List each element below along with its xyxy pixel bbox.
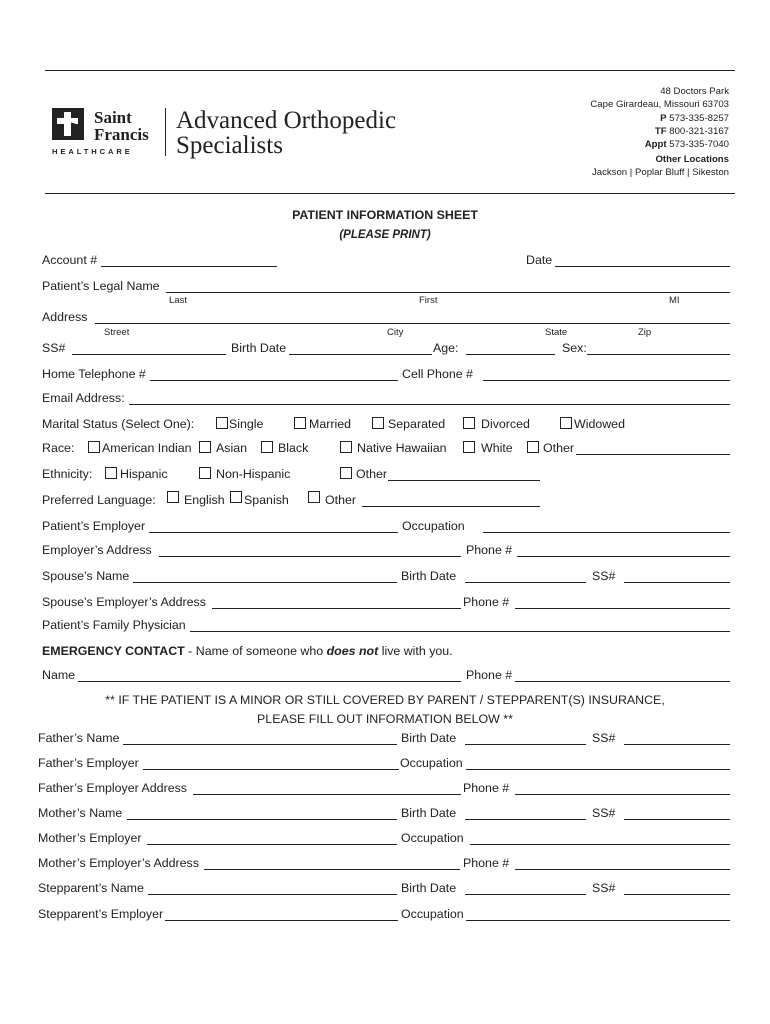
physician-label: Patient’s Family Physician	[42, 618, 186, 632]
form-title: PATIENT INFORMATION SHEET	[292, 208, 478, 222]
phone-main: P 573-335-8257	[660, 113, 729, 124]
stepparent-birth-date-field[interactable]	[465, 894, 586, 895]
stepparent-employer-field[interactable]	[165, 920, 398, 921]
mother-phone-field[interactable]	[515, 869, 730, 870]
father-employer-label: Father’s Employer	[38, 756, 139, 770]
father-employer-address-label: Father’s Employer Address	[38, 781, 187, 795]
race-white-label: White	[481, 441, 513, 455]
account-label: Account #	[42, 253, 98, 267]
other-locations-label: Other Locations	[655, 154, 729, 165]
ethnicity-hispanic-checkbox[interactable]	[105, 467, 117, 479]
age-field[interactable]	[466, 354, 555, 355]
race-native-hawaiian-checkbox[interactable]	[340, 441, 352, 453]
logo-saint: Saint	[94, 108, 132, 127]
mother-phone-label: Phone #	[463, 856, 510, 870]
language-other-field[interactable]	[362, 506, 540, 507]
mother-ss-field[interactable]	[624, 819, 730, 820]
mother-employer-address-label: Mother’s Employer’s Address	[38, 856, 199, 870]
race-white-checkbox[interactable]	[463, 441, 475, 453]
spouse-birth-date-field[interactable]	[465, 582, 586, 583]
ethnicity-non-hispanic-label: Non-Hispanic	[216, 467, 291, 481]
addr-zip-caption: Zip	[638, 327, 652, 338]
race-native-hawaiian-label: Native Hawaiian	[357, 441, 447, 455]
mother-employer-field[interactable]	[147, 844, 397, 845]
ec-phone-label: Phone #	[466, 668, 513, 682]
ethnicity-hispanic-label: Hispanic	[120, 467, 168, 481]
race-black-checkbox[interactable]	[261, 441, 273, 453]
marital-widowed-checkbox[interactable]	[560, 417, 572, 429]
age-label: Age:	[433, 341, 459, 355]
father-employer-address-field[interactable]	[193, 794, 461, 795]
race-black-label: Black	[278, 441, 309, 455]
father-birth-date-field[interactable]	[465, 744, 586, 745]
other-locations: Jackson | Poplar Bluff | Sikeston	[591, 167, 729, 178]
mother-employer-address-field[interactable]	[204, 869, 460, 870]
name-first-caption: First	[419, 295, 438, 306]
language-label: Preferred Language:	[42, 493, 156, 507]
home-tel-label: Home Telephone #	[42, 367, 146, 381]
mother-birth-date-field[interactable]	[465, 819, 586, 820]
marital-single-label: Single	[229, 417, 264, 431]
occupation-field[interactable]	[483, 532, 730, 533]
form-subtitle: (PLEASE PRINT)	[339, 229, 431, 241]
language-english-label: English	[184, 493, 225, 507]
father-birth-date-label: Birth Date	[401, 731, 457, 745]
address-line2: Cape Girardeau, Missouri 63703	[590, 99, 729, 110]
sex-field[interactable]	[587, 354, 730, 355]
marital-married-checkbox[interactable]	[294, 417, 306, 429]
ss-label: SS#	[42, 341, 66, 355]
employer-phone-field[interactable]	[517, 556, 730, 557]
ec-name-field[interactable]	[78, 681, 461, 682]
mother-occupation-field[interactable]	[470, 844, 730, 845]
stepparent-name-field[interactable]	[148, 894, 397, 895]
mother-occupation-label: Occupation	[401, 831, 464, 845]
employer-label: Patient’s Employer	[42, 519, 146, 533]
language-spanish-checkbox[interactable]	[230, 491, 242, 503]
spouse-phone-field[interactable]	[515, 608, 730, 609]
mother-birth-date-label: Birth Date	[401, 806, 457, 820]
legal-name-label: Patient’s Legal Name	[42, 279, 160, 293]
stepparent-ss-label: SS#	[592, 881, 616, 895]
employer-field[interactable]	[149, 532, 398, 533]
employer-address-field[interactable]	[159, 556, 461, 557]
language-other-label: Other	[325, 493, 356, 507]
ethnicity-other-field[interactable]	[388, 480, 540, 481]
sex-label: Sex:	[562, 341, 587, 355]
ec-name-label: Name	[42, 668, 76, 682]
physician-field[interactable]	[190, 631, 730, 632]
race-american-indian-checkbox[interactable]	[88, 441, 100, 453]
cell-label: Cell Phone #	[402, 367, 473, 381]
father-name-field[interactable]	[123, 744, 397, 745]
father-phone-label: Phone #	[463, 781, 510, 795]
spouse-phone-label: Phone #	[463, 595, 510, 609]
saint-francis-logo	[52, 107, 167, 157]
stepparent-name-label: Stepparent’s Name	[38, 881, 144, 895]
emergency-contact-heading: EMERGENCY CONTACT - Name of someone who does not live with you.	[42, 644, 453, 658]
stepparent-employer-label: Stepparent’s Employer	[38, 907, 164, 921]
ethnicity-other-label: Other	[356, 467, 387, 481]
minor-notice-line2: PLEASE FILL OUT INFORMATION BELOW **	[257, 712, 513, 726]
logo-healthcare: HEALTHCARE	[52, 147, 133, 156]
address-label: Address	[42, 310, 88, 324]
logo-divider	[165, 108, 166, 156]
language-spanish-label: Spanish	[244, 493, 289, 507]
father-name-label: Father’s Name	[38, 731, 120, 745]
father-ss-label: SS#	[592, 731, 616, 745]
marital-separated-label: Separated	[388, 417, 446, 431]
race-asian-checkbox[interactable]	[199, 441, 211, 453]
cell-field[interactable]	[483, 380, 730, 381]
mother-name-field[interactable]	[127, 819, 397, 820]
race-american-indian-label: American Indian	[102, 441, 192, 455]
birth-date-label: Birth Date	[231, 341, 287, 355]
legal-name-field[interactable]	[166, 292, 730, 293]
spouse-employer-address-label: Spouse’s Employer’s Address	[42, 595, 206, 609]
father-occupation-field[interactable]	[466, 769, 730, 770]
home-tel-field[interactable]	[150, 380, 398, 381]
practice-name-line2: Specialists	[176, 132, 283, 159]
language-other-checkbox[interactable]	[308, 491, 320, 503]
spouse-ss-field[interactable]	[624, 582, 730, 583]
spouse-birth-date-label: Birth Date	[401, 569, 457, 583]
phone-appt: Appt 573-335-7040	[644, 139, 729, 150]
address-field[interactable]	[95, 323, 730, 324]
marital-divorced-label: Divorced	[481, 417, 530, 431]
ethnicity-other-checkbox[interactable]	[340, 467, 352, 479]
father-employer-field[interactable]	[143, 769, 399, 770]
employer-address-label: Employer’s Address	[42, 543, 152, 557]
spouse-employer-address-field[interactable]	[212, 608, 461, 609]
name-last-caption: Last	[169, 295, 187, 306]
ec-phone-field[interactable]	[515, 681, 730, 682]
spouse-ss-label: SS#	[592, 569, 616, 583]
race-other-label: Other	[543, 441, 574, 455]
header-top-rule	[45, 70, 735, 71]
address-line1: 48 Doctors Park	[660, 86, 729, 97]
email-label: Email Address:	[42, 391, 125, 405]
addr-state-caption: State	[545, 327, 568, 338]
stepparent-occupation-label: Occupation	[401, 907, 464, 921]
name-mi-caption: MI	[669, 295, 680, 306]
practice-name-line1: Advanced Orthopedic	[176, 107, 397, 134]
header-bottom-rule	[45, 193, 735, 194]
logo-francis: Francis	[94, 125, 149, 144]
marital-married-label: Married	[309, 417, 351, 431]
stepparent-ss-field[interactable]	[624, 894, 730, 895]
mother-name-label: Mother’s Name	[38, 806, 123, 820]
father-occupation-label: Occupation	[400, 756, 463, 770]
mother-employer-label: Mother’s Employer	[38, 831, 142, 845]
father-phone-field[interactable]	[515, 794, 730, 795]
race-other-checkbox[interactable]	[527, 441, 539, 453]
addr-city-caption: City	[387, 327, 404, 338]
account-field[interactable]	[101, 266, 277, 267]
race-asian-label: Asian	[216, 441, 247, 455]
date-label: Date	[526, 253, 553, 267]
race-label: Race:	[42, 441, 75, 455]
minor-notice-line1: ** IF THE PATIENT IS A MINOR OR STILL COVERED BY PARENT / STEPPARENT(S) INSURANCE,	[105, 693, 665, 707]
race-other-field[interactable]	[576, 454, 730, 455]
addr-street-caption: Street	[104, 327, 130, 338]
ss-field[interactable]	[72, 354, 226, 355]
birth-date-field[interactable]	[289, 354, 432, 355]
stepparent-birth-date-label: Birth Date	[401, 881, 457, 895]
ethnicity-label: Ethnicity:	[42, 467, 93, 481]
spouse-name-field[interactable]	[133, 582, 397, 583]
marital-divorced-checkbox[interactable]	[463, 417, 475, 429]
mother-ss-label: SS#	[592, 806, 616, 820]
date-field[interactable]	[555, 266, 730, 267]
stepparent-occupation-field[interactable]	[466, 920, 730, 921]
marital-separated-checkbox[interactable]	[372, 417, 384, 429]
father-ss-field[interactable]	[624, 744, 730, 745]
ethnicity-non-hispanic-checkbox[interactable]	[199, 467, 211, 479]
spouse-name-label: Spouse’s Name	[42, 569, 130, 583]
employer-phone-label: Phone #	[466, 543, 513, 557]
marital-widowed-label: Widowed	[574, 417, 625, 431]
occupation-label: Occupation	[402, 519, 465, 533]
email-field[interactable]	[129, 404, 730, 405]
saint-francis-cross-icon	[52, 108, 84, 140]
language-english-checkbox[interactable]	[167, 491, 179, 503]
phone-tollfree: TF 800-321-3167	[654, 126, 729, 137]
marital-single-checkbox[interactable]	[216, 417, 228, 429]
marital-label: Marital Status (Select One):	[42, 417, 195, 431]
